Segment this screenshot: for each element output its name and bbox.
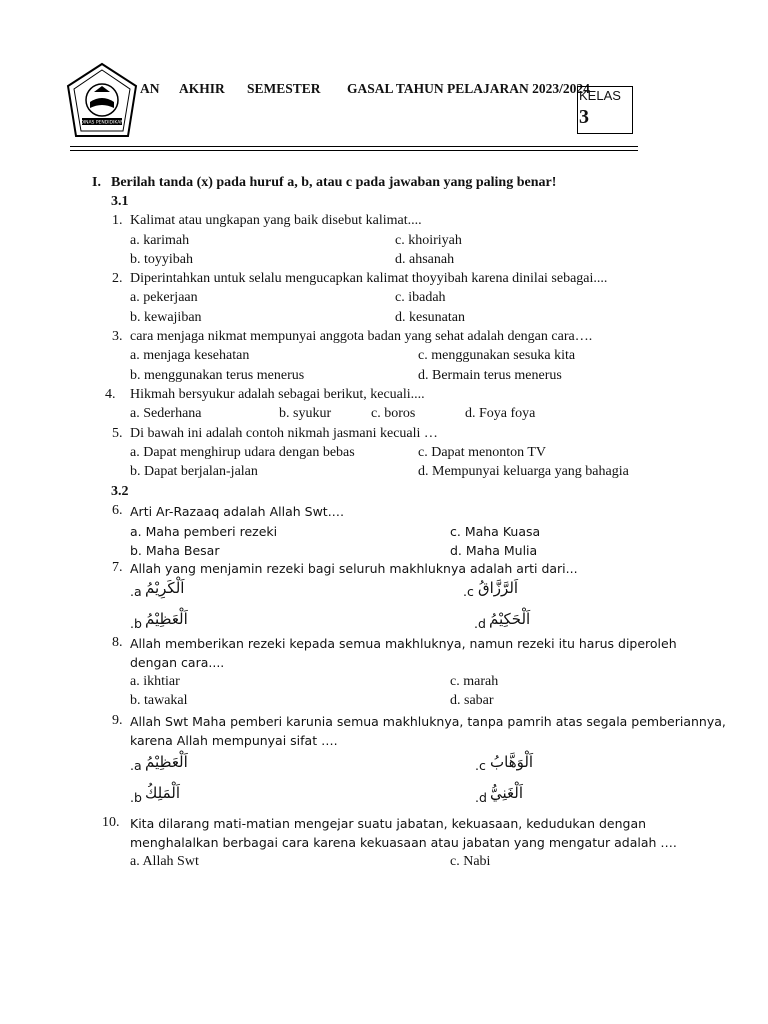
question-6-option-c: c. Maha Kuasa	[450, 524, 541, 539]
question-2-option-d: d. kesunatan	[395, 310, 465, 325]
section-number: I.	[92, 175, 101, 190]
question-7-option-c-arabic: اَلرَّزَّاقُ	[478, 579, 519, 597]
question-8-text-line2: dengan cara....	[130, 655, 225, 670]
question-3-text: cara menjaga nikmat mempunyai anggota badan yang sehat adalah dengan cara….	[130, 329, 593, 344]
question-4-option-b: b. syukur	[279, 406, 332, 421]
header-word-1: AN	[140, 81, 160, 96]
question-6-text: Arti Ar-Razaaq adalah Allah Swt.…	[130, 504, 345, 519]
question-4-option-c: c. boros	[371, 406, 416, 421]
question-8-option-d: d. sabar	[450, 693, 494, 708]
question-8-option-c: c. marah	[450, 674, 499, 689]
question-9-text-line2: karena Allah mempunyai sifat ….	[130, 733, 338, 748]
question-5-option-c: c. Dapat menonton TV	[418, 445, 547, 460]
question-9-option-d-arabic: اَلْغَنِيُّ	[490, 784, 524, 802]
question-4-text: Hikmah bersyukur adalah sebagai berikut, kecuali....	[130, 387, 425, 402]
question-10-text: Kita dilarang mati-matian mengejar suatu jabatan, kekuasaan, kedudukan dengan	[130, 816, 647, 831]
question-6-option-b: b. Maha Besar	[130, 543, 220, 558]
question-5-text: Di bawah ini adalah contoh nikmah jasmani kecuali …	[130, 426, 438, 441]
question-1-option-c: c. khoiriyah	[395, 233, 462, 248]
question-9-option-b-arabic: اَلْمَلِكُ	[145, 784, 181, 802]
question-7-option-a-arabic: اَلْكَرِيْمُ	[145, 579, 185, 597]
question-6-option-d: d. Maha Mulia	[450, 543, 538, 558]
header-word-4: GASAL TAHUN PELAJARAN 2023/2024	[347, 81, 590, 96]
svg-text:DINAS PENDIDIKAN: DINAS PENDIDIKAN	[80, 120, 124, 126]
question-1-option-a: a. karimah	[130, 233, 190, 248]
question-8-number: 8.	[112, 635, 123, 650]
question-2-option-a: a. pekerjaan	[130, 290, 198, 305]
question-8-text: Allah memberikan rezeki kepada semua makhluknya, namun rezeki itu harus diperoleh	[130, 636, 677, 651]
question-1-option-d: d. ahsanah	[395, 252, 455, 267]
question-7-number: 7.	[112, 560, 123, 575]
question-3-option-b: b. menggunakan terus menerus	[130, 368, 305, 383]
header-word-3: SEMESTER	[247, 81, 321, 96]
subsection-3-2: 3.2	[111, 484, 129, 499]
question-1-option-b: b. toyyibah	[130, 252, 193, 267]
question-4-option-a: a. Sederhana	[130, 406, 202, 421]
question-10-option-a: a. Allah Swt	[130, 854, 199, 869]
question-3-option-a: a. menjaga kesehatan	[130, 348, 250, 363]
question-9-option-a-arabic: اَلْعَظِيْمُ	[145, 753, 188, 771]
question-9-number: 9.	[112, 713, 123, 728]
school-emblem-logo	[64, 62, 140, 142]
kelas-label: KELAS	[579, 88, 621, 103]
question-9-option-c-arabic: اَلْوَهَّابُ	[490, 753, 534, 771]
question-4-number: 4.	[105, 387, 116, 402]
section-instruction: Berilah tanda (x) pada huruf a, b, atau c pada jawaban yang paling benar!	[111, 175, 557, 190]
question-6-option-a: a. Maha pemberi rezeki	[130, 524, 278, 539]
question-10-text-line2: menghalalkan berbagai cara karena kekuasaan atau jabatan yang mengatur adalah ….	[130, 835, 677, 850]
question-10-number: 10.	[102, 815, 120, 830]
question-5-number: 5.	[112, 426, 123, 441]
question-3-option-d: d. Bermain terus menerus	[418, 368, 562, 383]
question-9-option-d-letter: .d	[475, 790, 487, 805]
question-7-option-b-letter: .b	[130, 616, 142, 631]
question-8-option-b: b. tawakal	[130, 693, 188, 708]
question-2-number: 2.	[112, 271, 123, 286]
question-3-number: 3.	[112, 329, 123, 344]
question-8-option-a: a. ikhtiar	[130, 674, 180, 689]
kelas-number: 3	[579, 106, 589, 128]
question-3-option-c: c. menggunakan sesuka kita	[418, 348, 576, 363]
question-7-option-d-arabic: اَلْحَكِيْمُ	[489, 610, 531, 628]
subsection-3-1: 3.1	[111, 194, 129, 209]
question-9-option-b-letter: .b	[130, 790, 142, 805]
question-2-option-b: b. kewajiban	[130, 310, 202, 325]
question-7-text: Allah yang menjamin rezeki bagi seluruh makhluknya adalah arti dari...	[130, 561, 578, 576]
header-rule-thick	[70, 146, 638, 147]
question-2-option-c: c. ibadah	[395, 290, 446, 305]
question-7-option-c-letter: .c	[463, 584, 474, 599]
question-1-text: Kalimat atau ungkapan yang baik disebut kalimat....	[130, 213, 422, 228]
header-word-2: AKHIR	[179, 81, 225, 96]
question-10-option-c: c. Nabi	[450, 854, 491, 869]
question-5-option-b: b. Dapat berjalan-jalan	[130, 464, 258, 479]
header-rule-thin	[70, 150, 638, 151]
question-4-option-d: d. Foya foya	[465, 406, 536, 421]
question-2-text: Diperintahkan untuk selalu mengucapkan kalimat thoyyibah karena dinilai sebagai....	[130, 271, 608, 286]
question-7-option-b-arabic: اَلْعَظِيْمُ	[145, 610, 188, 628]
question-9-option-c-letter: .c	[475, 758, 486, 773]
question-9-text: Allah Swt Maha pemberi karunia semua makhluknya, tanpa pamrih atas segala pemberiannya,	[130, 714, 726, 729]
question-5-option-a: a. Dapat menghirup udara dengan bebas	[130, 445, 355, 460]
question-7-option-d-letter: .d	[474, 616, 486, 631]
question-7-option-a-letter: .a	[130, 584, 142, 599]
question-9-option-a-letter: .a	[130, 758, 142, 773]
question-5-option-d: d. Mempunyai keluarga yang bahagia	[418, 464, 629, 479]
question-1-number: 1.	[112, 213, 123, 228]
question-6-number: 6.	[112, 503, 123, 518]
